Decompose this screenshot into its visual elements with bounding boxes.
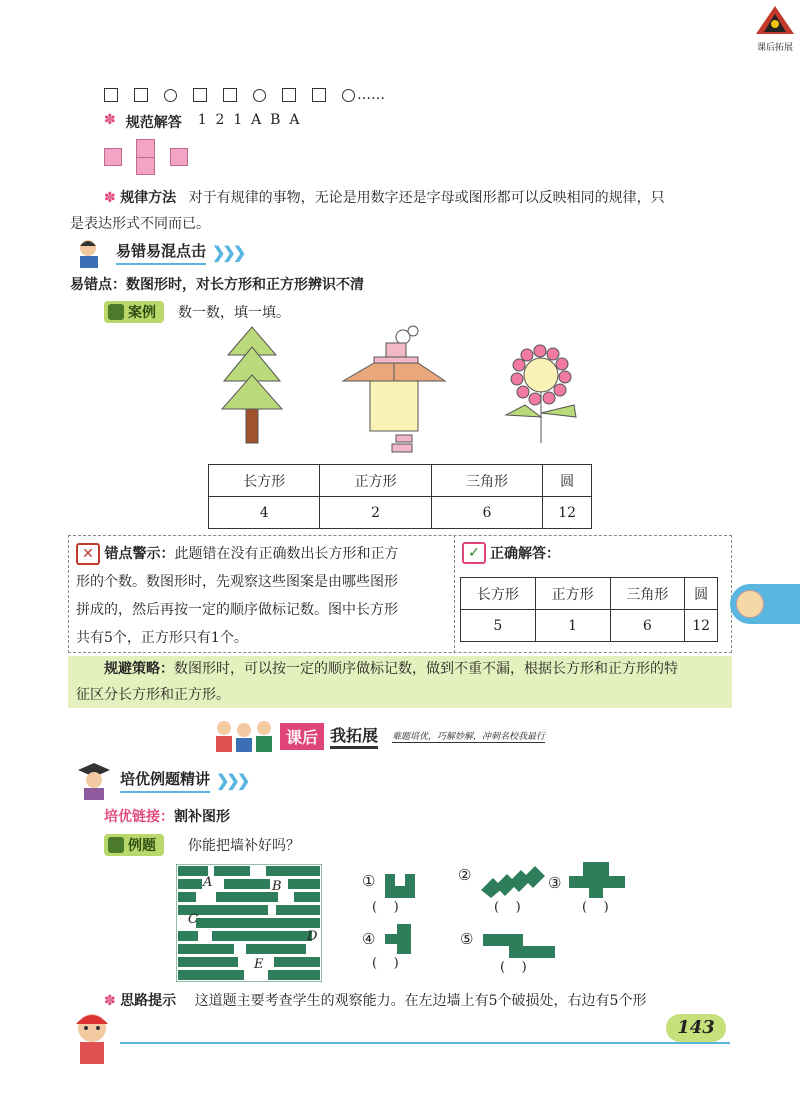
banner-title-1: 课后: [280, 723, 324, 750]
table-header: 三角形: [431, 465, 542, 497]
table-cell: 5: [461, 610, 536, 642]
sequence-row: [104, 87, 385, 103]
option-shape: [477, 866, 547, 900]
pencil-icon: [108, 837, 124, 853]
option-4: [362, 922, 421, 971]
ellipsis: ……: [357, 87, 385, 103]
square-shape: [134, 88, 148, 102]
option-number: ⑤: [460, 930, 474, 948]
table-cell: 6: [431, 497, 542, 529]
table-header: 正方形: [320, 465, 431, 497]
house-figure: [343, 326, 445, 452]
warning-line3: 拼成的，然后再按一定的顺序做标记数。图中长方形: [76, 602, 398, 618]
method-text: 对于有规律的事物，无论是用数字还是字母或图形都可以反映相同的规律，只: [188, 190, 665, 206]
warning-icon: ✕: [76, 543, 100, 565]
page-number: 143: [677, 1017, 715, 1038]
square-shape: [312, 88, 326, 102]
confusion-point: 易错点：数图形时，对长方形和正方形辨识不清: [70, 277, 364, 293]
option-paren: ( ): [500, 960, 527, 975]
square-shape: [193, 88, 207, 102]
circle-shape: [164, 89, 177, 102]
table-header: 长方形: [209, 465, 320, 497]
warning-text: [76, 540, 454, 652]
table-header: 正方形: [535, 578, 610, 610]
count-table: [208, 464, 592, 529]
table-header: 圆: [685, 578, 718, 610]
page-number-badge: [666, 1014, 726, 1042]
logo-text: 课后拓展: [756, 43, 793, 53]
confusion-header: [70, 236, 243, 268]
option-shape: [567, 860, 627, 900]
strategy-line1: 数图形时，可以按一定的顺序做标记数，做到不重不漏，根据长方形和正方形的特: [174, 661, 678, 677]
correct-table: [460, 577, 718, 642]
option-number: ①: [362, 872, 376, 890]
wall-label-c: C: [188, 912, 198, 927]
hint-label: 思路提示: [120, 993, 177, 1009]
correct-title: 正确解答：: [490, 546, 560, 562]
excellent-link: [104, 806, 230, 826]
case-figures: [210, 325, 590, 460]
excellent-header: [74, 760, 247, 800]
warning-line1: 此题错在没有正确数出长方形和正方: [174, 546, 399, 562]
example-line: [104, 834, 300, 856]
case-tag: [104, 301, 164, 323]
option-shape: [479, 930, 559, 960]
warning-line2: 形的个数。数图形时，先观察这些图案是由哪些图形: [76, 574, 398, 590]
flower-icon: ✽: [104, 190, 116, 206]
square-shape: [282, 88, 296, 102]
mascot-icon: [62, 1008, 122, 1068]
table-cell: 12: [543, 497, 592, 529]
answer-line: [104, 112, 299, 132]
table-header: 三角形: [610, 578, 685, 610]
option-number: ④: [362, 930, 376, 948]
table-header: 圆: [543, 465, 592, 497]
example-tag-label: 例题: [128, 838, 156, 854]
option-1: [362, 872, 421, 915]
table-cell: 1: [535, 610, 610, 642]
link-text: 割补图形: [174, 809, 230, 825]
table-cell: 4: [209, 497, 320, 529]
excellent-title: 培优例题精讲: [120, 768, 210, 793]
square-shape: [104, 88, 118, 102]
flower-figure: [506, 345, 576, 443]
option-paren: ( ): [582, 900, 609, 915]
wall-label-a: A: [203, 875, 213, 890]
arrows-icon: ❯❯❯: [216, 770, 248, 790]
option-paren: ( ): [372, 900, 399, 915]
option-5: [460, 930, 559, 975]
case-line: [104, 301, 290, 323]
method-label: 规律方法: [120, 190, 177, 206]
table-header: 长方形: [461, 578, 536, 610]
logo: [752, 4, 798, 53]
hint-line: [104, 990, 646, 1010]
option-shape: [381, 922, 421, 956]
correct-header: [462, 542, 560, 564]
pink-square: [170, 148, 188, 166]
check-icon: ✓: [462, 542, 486, 564]
square-shape: [223, 88, 237, 102]
circle-shape: [342, 89, 355, 102]
flower-icon: ✽: [104, 112, 116, 128]
wall-label-b: B: [272, 879, 282, 894]
strategy-line2: 征区分长方形和正方形。: [76, 687, 230, 703]
option-shape: [381, 872, 421, 900]
option-paren: ( ): [372, 956, 399, 971]
pink-square: [104, 148, 122, 166]
option-number: ②: [458, 866, 472, 884]
flower-icon: ✽: [104, 993, 116, 1009]
warning-title: 错点警示：: [104, 546, 175, 562]
method-paragraph: [70, 185, 730, 237]
teacher-icon: [70, 236, 110, 268]
example-question: 你能把墙补好吗？: [188, 838, 300, 854]
confusion-title: 易错易混点击: [116, 240, 206, 265]
case-tag-label: 案例: [128, 305, 156, 321]
table-cell: 6: [610, 610, 685, 642]
example-tag: [104, 834, 164, 856]
case-prompt: 数一数，填一填。: [178, 305, 290, 321]
graduate-icon: [74, 760, 114, 800]
option-2: [458, 866, 547, 915]
banner-slogan: 难题培优，巧解妙解，冲刺名校我最行: [392, 729, 545, 743]
option-paren: ( ): [494, 900, 521, 915]
pencil-icon: [108, 304, 124, 320]
banner-title-2: 我拓展: [330, 723, 378, 749]
footer-line: [120, 1042, 730, 1044]
strategy-band: [68, 656, 732, 708]
tree-figure: [222, 327, 282, 443]
wall-label-d: D: [307, 929, 318, 944]
kids-icon: [210, 718, 274, 754]
arrows-icon: ❯❯❯: [212, 242, 244, 262]
side-tab: [730, 584, 800, 624]
face-icon: [736, 590, 764, 618]
method-text-2: 是表达形式不同而已。: [70, 216, 210, 232]
table-cell: 12: [685, 610, 718, 642]
option-number: ③: [548, 874, 562, 892]
table-cell: 2: [320, 497, 431, 529]
strategy-label: 规避策略：: [104, 661, 174, 677]
after-class-banner: [210, 718, 545, 754]
warning-line4: 共有5个，正方形只有1个。: [76, 630, 248, 646]
answer-label: 规范解答: [125, 115, 182, 131]
circle-shape: [253, 89, 266, 102]
hint-text: 这道题主要考查学生的观察能力。在左边墙上有5个破损处，右边有5个形: [194, 993, 647, 1009]
wall-label-e: E: [254, 957, 264, 972]
answer-values: 1 2 1 A B A: [197, 112, 300, 128]
link-label: 培优链接：: [104, 809, 174, 825]
option-3: [548, 860, 627, 915]
